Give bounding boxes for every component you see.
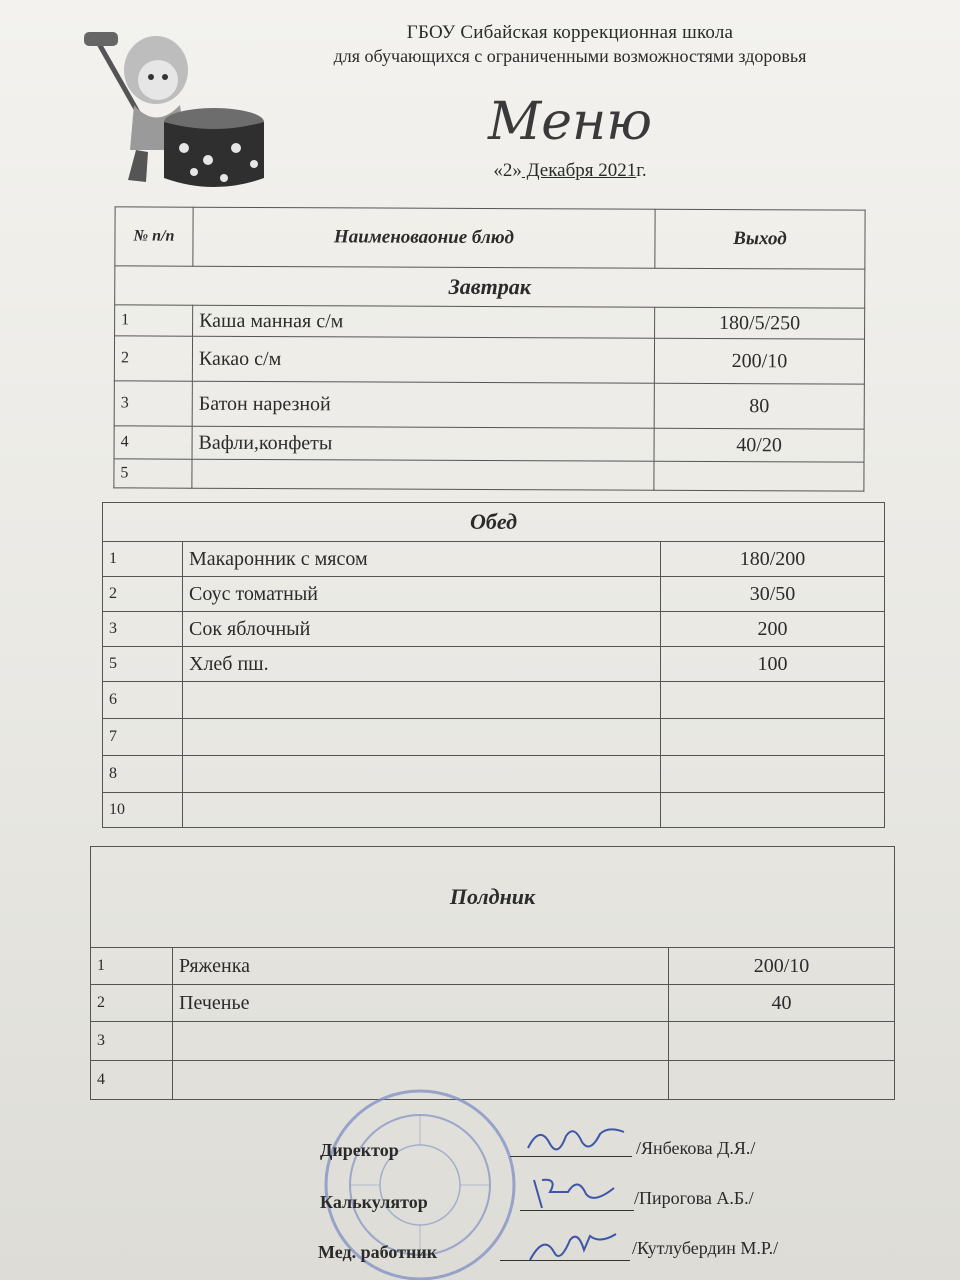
dish-name: Вафли,конфеты (192, 426, 654, 461)
handwritten-signature-2 (528, 1170, 618, 1214)
table-row (103, 756, 885, 793)
dish-output: 80 (654, 383, 864, 429)
dish-name (183, 719, 661, 756)
table-header-row (115, 207, 865, 269)
table-row (114, 381, 864, 429)
table-row (103, 719, 885, 756)
signature-director (320, 1140, 399, 1161)
item-number: 6 (103, 682, 183, 719)
dish-output: 30/50 (661, 577, 885, 612)
table-row (103, 682, 885, 719)
page-title: Меню (487, 92, 653, 152)
dish-name: Макаронник с мясом (183, 542, 661, 577)
dish-name (183, 793, 661, 828)
item-number: 8 (103, 756, 183, 793)
name-calculator: /Пирогова А.Б./ (634, 1188, 754, 1208)
item-number: 5 (103, 647, 183, 682)
handwritten-signature-3 (520, 1224, 620, 1268)
table-row (91, 985, 895, 1022)
header-name: Наименоваоние блюд (193, 207, 655, 268)
section-row-breakfast (115, 266, 865, 308)
dish-output: 200/10 (669, 948, 895, 985)
dish-name (183, 682, 661, 719)
dish-output: 40 (669, 985, 895, 1022)
dish-output (661, 793, 885, 828)
table-row (114, 459, 864, 491)
table-row (91, 948, 895, 985)
lunch-table (102, 502, 885, 828)
cartoon-cook-illustration (76, 10, 276, 200)
dish-name: Каша манная с/м (193, 305, 655, 338)
name-medic: /Кутлубердин М.Р./ (632, 1238, 779, 1258)
section-row-snack (91, 847, 895, 948)
school-subtitle: для обучающихся с ограниченными возможностями здоровья (333, 46, 807, 66)
dish-name (183, 756, 661, 793)
dish-output: 100 (661, 647, 885, 682)
dish-output: 180/200 (661, 542, 885, 577)
role-medic: Мед. работник (318, 1242, 438, 1262)
signature-calculator (320, 1192, 428, 1213)
dish-name: Батон нарезной (192, 381, 654, 428)
dish-name: Сок яблочный (183, 612, 661, 647)
name-director: /Янбекова Д.Я./ (636, 1138, 756, 1158)
item-number: 3 (103, 612, 183, 647)
section-title-breakfast: Завтрак (115, 266, 865, 308)
menu-date (420, 160, 720, 182)
dish-output (669, 1022, 895, 1061)
dish-output: 180/5/250 (655, 307, 865, 339)
item-number: 5 (114, 459, 192, 488)
dish-name: Хлеб пш. (183, 647, 661, 682)
section-title-snack: Полдник (91, 847, 895, 948)
handwritten-signature-1 (520, 1118, 630, 1162)
item-number: 2 (114, 336, 192, 381)
date-suffix: г. (636, 160, 647, 181)
item-number: 4 (91, 1061, 173, 1100)
section-title-lunch: Обед (103, 503, 885, 542)
table-row (91, 1022, 895, 1061)
table-row (114, 336, 864, 384)
table-row (103, 542, 885, 577)
role-calculator: Калькулятор (320, 1192, 428, 1212)
header-num: № п/п (115, 207, 193, 266)
breakfast-table (113, 206, 865, 491)
item-number: 10 (103, 793, 183, 828)
school-name: ГБОУ Сибайская коррекционная школа (406, 22, 734, 43)
table-row (115, 305, 865, 339)
dish-name: Соус томатный (183, 577, 661, 612)
item-number: 4 (114, 426, 192, 459)
date-month-year: Декабря 2021 (521, 160, 637, 181)
date-day: «2» (493, 160, 522, 181)
table-row (103, 577, 885, 612)
dish-output: 200/10 (654, 338, 864, 384)
dish-output: 40/20 (654, 428, 864, 462)
item-number: 1 (91, 948, 173, 985)
role-director: Директор (320, 1140, 399, 1160)
dish-name (173, 1022, 669, 1061)
item-number: 2 (91, 985, 173, 1022)
item-number: 1 (103, 542, 183, 577)
header-output: Выход (655, 209, 865, 269)
dish-output (661, 682, 885, 719)
header (250, 22, 890, 67)
table-row (103, 647, 885, 682)
dish-output (669, 1061, 895, 1100)
dish-output (661, 756, 885, 793)
dish-name: Ряженка (173, 948, 669, 985)
item-number: 1 (115, 305, 193, 336)
dish-output (661, 719, 885, 756)
signature-medic (318, 1242, 437, 1263)
item-number: 7 (103, 719, 183, 756)
table-row (103, 612, 885, 647)
dish-name: Печенье (173, 985, 669, 1022)
dish-output (654, 461, 864, 491)
dish-output: 200 (661, 612, 885, 647)
item-number: 3 (91, 1022, 173, 1061)
section-row-lunch (103, 503, 885, 542)
item-number: 2 (103, 577, 183, 612)
table-row (103, 793, 885, 828)
snack-table (90, 846, 895, 1100)
dish-name (192, 459, 654, 490)
dish-name: Какао с/м (192, 336, 654, 383)
table-row (114, 426, 864, 462)
item-number: 3 (114, 381, 192, 426)
